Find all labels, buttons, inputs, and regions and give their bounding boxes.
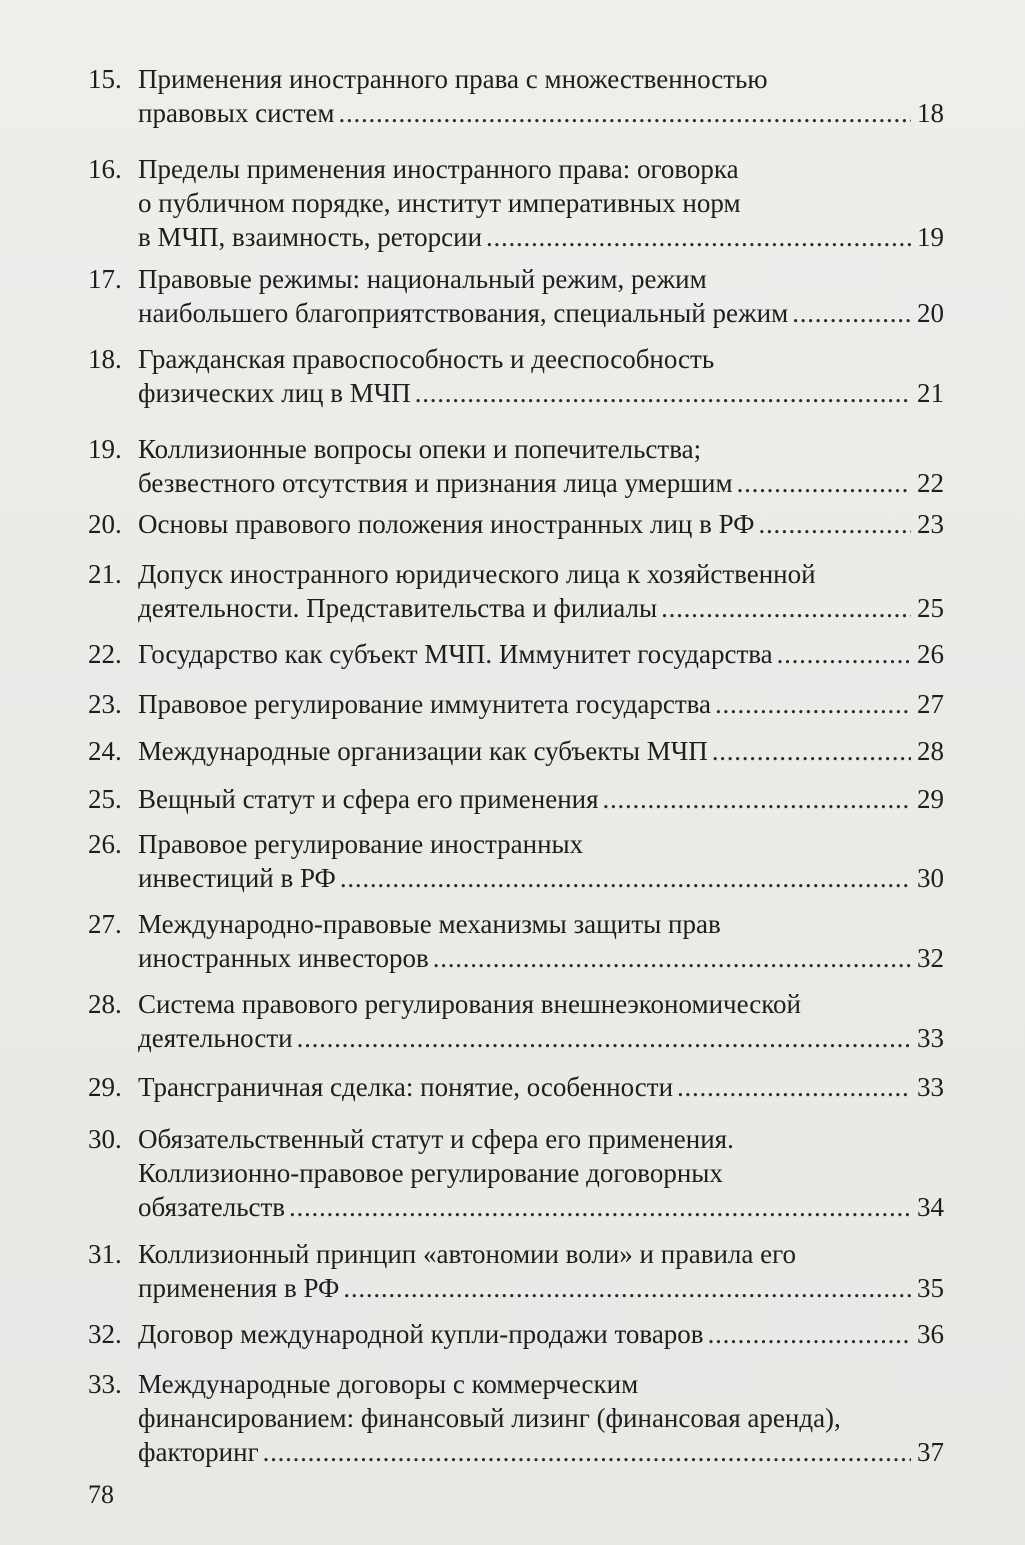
- entry-title-line: факторинг: [138, 1437, 259, 1467]
- entry-page: 33: [917, 1072, 944, 1102]
- toc-entry: [88, 152, 944, 254]
- entry-title: [138, 907, 944, 975]
- entry-last-line: [138, 296, 944, 330]
- entry-title-line: деятельности: [138, 1023, 293, 1053]
- dot-leader: [289, 1190, 911, 1224]
- entry-last-line: [138, 782, 944, 816]
- entry-title-line: Пределы применения иностранного права: оговорка: [138, 154, 739, 184]
- toc-entry: [88, 342, 944, 410]
- entry-last-line: [138, 734, 944, 768]
- entry-last-line: [138, 466, 944, 500]
- entry-last-line: [138, 861, 944, 895]
- entry-last-line: [138, 1435, 944, 1469]
- toc-entry: [88, 1367, 944, 1469]
- entry-page: 36: [917, 1319, 944, 1349]
- entry-number: 17.: [88, 264, 122, 294]
- entry-title-line: Коллизионные вопросы опеки и попечительства;: [138, 434, 702, 464]
- entry-title: [138, 987, 944, 1055]
- entry-title-line: Система правового регулирования внешнеэкономической: [138, 989, 801, 1019]
- entry-title-line: Международные договоры с коммерческим: [138, 1369, 639, 1399]
- toc-entry: [88, 1070, 944, 1104]
- entry-title-line: правовых систем: [138, 98, 335, 128]
- entry-last-line: [138, 1070, 944, 1104]
- entry-title: [138, 507, 944, 541]
- entry-title: [138, 262, 944, 330]
- entry-page: 35: [917, 1273, 944, 1303]
- entry-number: 15.: [88, 64, 122, 94]
- entry-page: 30: [917, 863, 944, 893]
- dot-leader: [338, 96, 911, 130]
- toc-entry: [88, 507, 944, 541]
- entry-title: [138, 827, 944, 895]
- entry-title-line: применения в РФ: [138, 1273, 340, 1303]
- toc-entry: [88, 987, 944, 1055]
- entry-number: 33.: [88, 1369, 122, 1399]
- entry-title: [138, 432, 944, 500]
- entry-last-line: [138, 507, 944, 541]
- entry-number: 30.: [88, 1124, 122, 1154]
- entry-last-line: [138, 1271, 944, 1305]
- entry-page: 22: [917, 468, 944, 498]
- entry-last-line: [138, 1317, 944, 1351]
- entry-last-line: [138, 1190, 944, 1224]
- dot-leader: [715, 687, 911, 721]
- entry-title-line: деятельности. Представительства и филиалы: [138, 593, 658, 623]
- entry-last-line: [138, 941, 944, 975]
- entry-title-line: Обязательственный статут и сфера его применения.: [138, 1124, 734, 1154]
- entry-title-line: в МЧП, взаимность, реторсии: [138, 222, 483, 252]
- dot-leader: [708, 1317, 911, 1351]
- dot-leader: [433, 941, 911, 975]
- entry-title: [138, 637, 944, 671]
- entry-number: 24.: [88, 736, 122, 766]
- entry-number: 23.: [88, 689, 122, 719]
- dot-leader: [737, 466, 911, 500]
- toc-entry: [88, 687, 944, 721]
- entry-page: 32: [917, 943, 944, 973]
- entry-number: 16.: [88, 154, 122, 184]
- entry-title: [138, 1367, 944, 1469]
- entry-title-line: Трансграничная сделка: понятие, особенности: [138, 1072, 674, 1102]
- entry-title-line: Правовые режимы: национальный режим, режим: [138, 264, 707, 294]
- dot-leader: [263, 1435, 911, 1469]
- dot-leader: [712, 734, 911, 768]
- entry-number: 32.: [88, 1319, 122, 1349]
- entry-last-line: [138, 591, 944, 625]
- entry-number: 26.: [88, 829, 122, 859]
- entry-title-line: Гражданская правоспособность и дееспособность: [138, 344, 715, 374]
- entry-last-line: [138, 1021, 944, 1055]
- entry-title-line: иностранных инвесторов: [138, 943, 429, 973]
- entry-title: [138, 1122, 944, 1224]
- entry-number: 21.: [88, 559, 122, 589]
- toc-entry: [88, 782, 944, 816]
- entry-page: 37: [917, 1437, 944, 1467]
- entry-title: [138, 734, 944, 768]
- entry-title: [138, 557, 944, 625]
- entry-title: [138, 1237, 944, 1305]
- entry-title: [138, 1070, 944, 1104]
- dot-leader: [340, 861, 911, 895]
- entry-title: [138, 687, 944, 721]
- page-number: 78: [88, 1480, 114, 1509]
- entry-title-line: Государство как субъект МЧП. Иммунитет государства: [138, 639, 773, 669]
- entry-number: 22.: [88, 639, 122, 669]
- entry-last-line: [138, 220, 944, 254]
- entry-title-line: физических лиц в МЧП: [138, 378, 411, 408]
- entry-page: 25: [917, 593, 944, 623]
- toc-entry: [88, 907, 944, 975]
- entry-page: 21: [917, 378, 944, 408]
- dot-leader: [343, 1271, 911, 1305]
- dot-leader: [415, 376, 911, 410]
- entry-title-line: Основы правового положения иностранных лиц в РФ: [138, 509, 755, 539]
- toc-entry: [88, 432, 944, 500]
- toc-entry: [88, 1317, 944, 1351]
- entry-title-line: Международно-правовые механизмы защиты прав: [138, 909, 721, 939]
- entry-page: 28: [917, 736, 944, 766]
- entry-title-line: о публичном порядке, институт императивных норм: [138, 188, 741, 218]
- dot-leader: [661, 591, 911, 625]
- entry-last-line: [138, 376, 944, 410]
- entry-page: 33: [917, 1023, 944, 1053]
- entry-title-line: Коллизионный принцип «автономии воли» и правила его: [138, 1239, 796, 1269]
- dot-leader: [677, 1070, 911, 1104]
- entry-title-line: финансированием: финансовый лизинг (финансовая аренда),: [138, 1403, 841, 1433]
- entry-number: 19.: [88, 434, 122, 464]
- entry-page: 20: [917, 298, 944, 328]
- entry-page: 19: [917, 222, 944, 252]
- entry-title: [138, 62, 944, 130]
- entry-title-line: Коллизионно-правовое регулирование договорных: [138, 1158, 723, 1188]
- entry-title: [138, 152, 944, 254]
- entry-title: [138, 342, 944, 410]
- entry-title: [138, 782, 944, 816]
- entry-title-line: Договор международной купли-продажи товаров: [138, 1319, 704, 1349]
- entry-number: 25.: [88, 784, 122, 814]
- toc-entry: [88, 1122, 944, 1224]
- entry-last-line: [138, 687, 944, 721]
- entry-last-line: [138, 96, 944, 130]
- toc-entry: [88, 1237, 944, 1305]
- dot-leader: [603, 782, 911, 816]
- entry-number: 20.: [88, 509, 122, 539]
- entry-title-line: Допуск иностранного юридического лица к хозяйственной: [138, 559, 816, 589]
- toc-entry: [88, 827, 944, 895]
- toc-entry: [88, 734, 944, 768]
- dot-leader: [759, 507, 912, 541]
- dot-leader: [297, 1021, 911, 1055]
- entry-last-line: [138, 637, 944, 671]
- toc-entry: [88, 262, 944, 330]
- entry-number: 27.: [88, 909, 122, 939]
- entry-title-line: Международные организации как субъекты МЧП: [138, 736, 708, 766]
- toc-entry: [88, 62, 944, 130]
- entry-page: 26: [917, 639, 944, 669]
- dot-leader: [486, 220, 911, 254]
- dot-leader: [792, 296, 911, 330]
- entry-page: 23: [917, 509, 944, 539]
- entry-number: 28.: [88, 989, 122, 1019]
- entry-title-line: инвестиций в РФ: [138, 863, 336, 893]
- toc-entry: [88, 557, 944, 625]
- entry-number: 29.: [88, 1072, 122, 1102]
- toc-entry: [88, 637, 944, 671]
- entry-page: 27: [917, 689, 944, 719]
- entry-title: [138, 1317, 944, 1351]
- entry-title-line: Правовое регулирование иностранных: [138, 829, 584, 859]
- entry-title-line: безвестного отсутствия и признания лица умершим: [138, 468, 733, 498]
- entry-number: 18.: [88, 344, 122, 374]
- entry-title-line: Правовое регулирование иммунитета государства: [138, 689, 712, 719]
- entry-title-line: наибольшего благоприятствования, специальный режим: [138, 298, 789, 328]
- entry-title-line: Вещный статут и сфера его применения: [138, 784, 599, 814]
- entry-page: 34: [917, 1192, 944, 1222]
- entry-number: 31.: [88, 1239, 122, 1269]
- dot-leader: [777, 637, 911, 671]
- entry-page: 29: [917, 784, 944, 814]
- entry-title-line: Применения иностранного права с множественностью: [138, 64, 768, 94]
- entry-page: 18: [917, 98, 944, 128]
- entry-title-line: обязательств: [138, 1192, 286, 1222]
